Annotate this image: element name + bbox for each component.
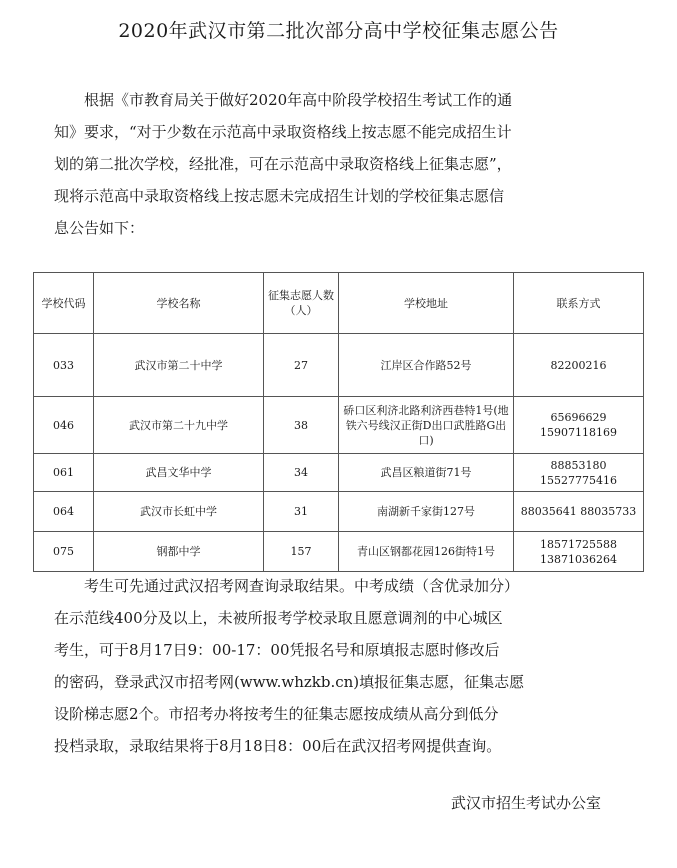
cell-code: 046 bbox=[34, 397, 94, 454]
table-row bbox=[34, 334, 644, 397]
table-row bbox=[34, 454, 644, 492]
cell-count: 31 bbox=[264, 492, 339, 532]
cell-name: 武汉市第二十中学 bbox=[94, 334, 264, 397]
table-row bbox=[34, 492, 644, 532]
body-line: 考生可先通过武汉招考网查询录取结果。中考成绩（含优录加分） bbox=[84, 577, 520, 595]
cell-code: 033 bbox=[34, 334, 94, 397]
intro-paragraph bbox=[54, 84, 634, 244]
intro-line: 划的第二批次学校，经批准，可在示范高中录取资格线上征集志愿”， bbox=[54, 155, 512, 173]
table-row bbox=[34, 397, 644, 454]
cell-contact: 18571725588 13871036264 bbox=[514, 532, 644, 572]
table-row bbox=[34, 532, 644, 572]
header-count: 征集志愿人数（人） bbox=[264, 273, 339, 334]
header-code: 学校代码 bbox=[34, 273, 94, 334]
schools-table bbox=[33, 272, 644, 572]
cell-address: 江岸区合作路52号 bbox=[339, 334, 514, 397]
intro-line: 根据《市教育局关于做好2020年高中阶段学校招生考试工作的通 bbox=[84, 91, 513, 109]
intro-line: 现将示范高中录取资格线上按志愿未完成招生计划的学校征集志愿信 bbox=[54, 187, 505, 205]
cell-address: 硚口区利济北路利济西巷特1号(地铁六号线汉正街D出口武胜路G出口) bbox=[339, 397, 514, 454]
header-contact: 联系方式 bbox=[514, 273, 644, 334]
intro-line: 息公告如下： bbox=[54, 219, 145, 237]
cell-contact: 82200216 bbox=[514, 334, 644, 397]
cell-count: 157 bbox=[264, 532, 339, 572]
cell-name: 武昌文华中学 bbox=[94, 454, 264, 492]
cell-count: 27 bbox=[264, 334, 339, 397]
cell-code: 061 bbox=[34, 454, 94, 492]
cell-name: 钢都中学 bbox=[94, 532, 264, 572]
cell-address: 南湖新千家街127号 bbox=[339, 492, 514, 532]
cell-address: 青山区钢都花园126街特1号 bbox=[339, 532, 514, 572]
body-line: 的密码，登录武汉市招考网(www.whzkb.cn)填报征集志愿，征集志愿 bbox=[54, 673, 525, 691]
cell-contact: 65696629 15907118169 bbox=[514, 397, 644, 454]
cell-code: 064 bbox=[34, 492, 94, 532]
page-title: 2020年武汉市第二批次部分高中学校征集志愿公告 bbox=[118, 20, 559, 42]
signature: 武汉市招生考试办公室 bbox=[450, 794, 601, 812]
cell-contact: 88035641 88035733 bbox=[514, 492, 644, 532]
cell-name: 武汉市长虹中学 bbox=[94, 492, 264, 532]
table-header-row bbox=[34, 273, 644, 334]
body-line: 在示范线400分及以上，未被所报考学校录取且愿意调剂的中心城区 bbox=[54, 609, 503, 627]
body-line: 考生，可于8月17日9：00-17：00凭报名号和原填报志愿时修改后 bbox=[54, 641, 500, 659]
body-paragraph bbox=[54, 570, 634, 762]
cell-code: 075 bbox=[34, 532, 94, 572]
cell-name: 武汉市第二十九中学 bbox=[94, 397, 264, 454]
header-name: 学校名称 bbox=[94, 273, 264, 334]
body-line: 投档录取，录取结果将于8月18日8：00后在武汉招考网提供查询。 bbox=[54, 737, 502, 755]
cell-count: 38 bbox=[264, 397, 339, 454]
header-address: 学校地址 bbox=[339, 273, 514, 334]
cell-address: 武昌区粮道街71号 bbox=[339, 454, 514, 492]
intro-line: 知》要求，“对于少数在示范高中录取资格线上按志愿不能完成招生计 bbox=[54, 123, 512, 141]
cell-contact: 88853180 15527775416 bbox=[514, 454, 644, 492]
body-line: 设阶梯志愿2个。市招考办将按考生的征集志愿按成绩从高分到低分 bbox=[54, 705, 499, 723]
cell-count: 34 bbox=[264, 454, 339, 492]
